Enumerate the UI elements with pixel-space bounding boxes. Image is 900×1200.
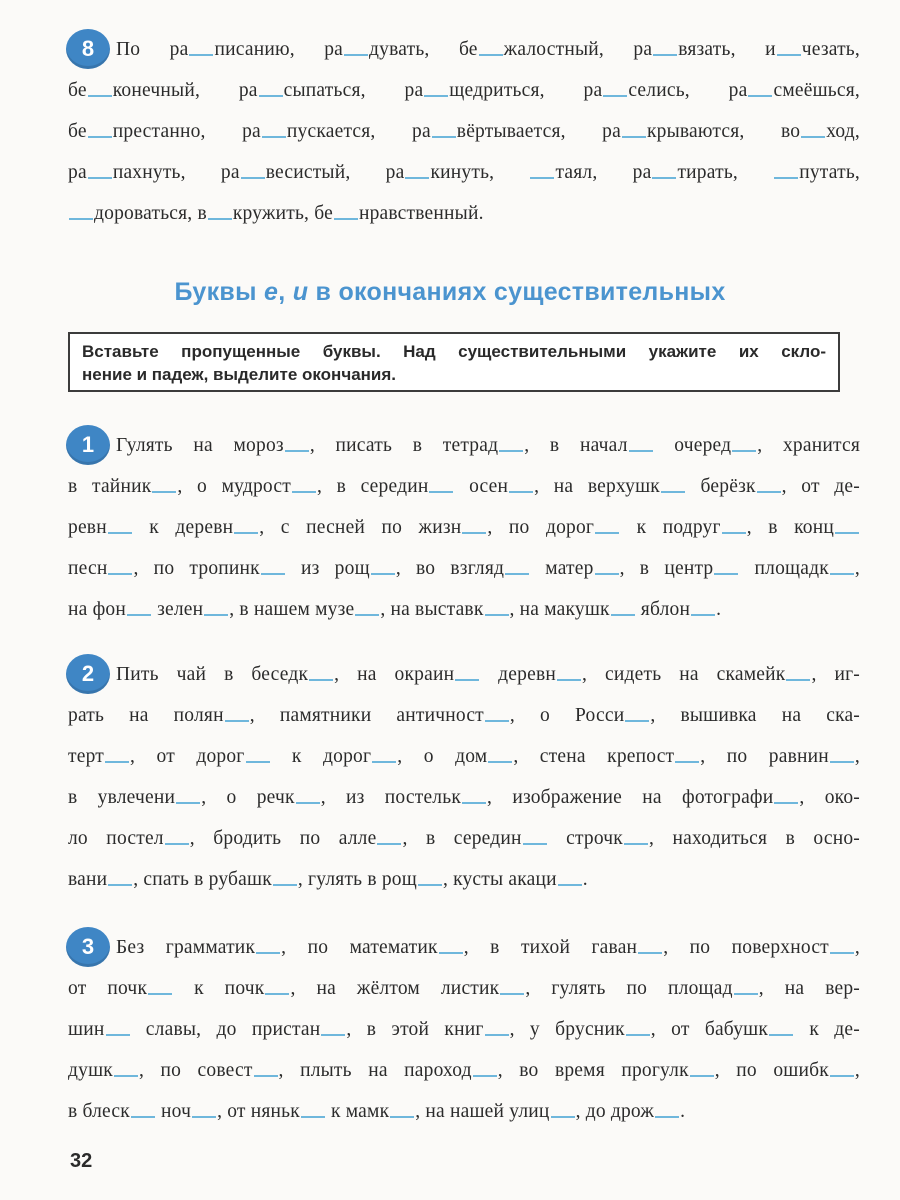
exercise-8: [68, 29, 860, 234]
blank-gap[interactable]: [500, 993, 524, 995]
blank-gap[interactable]: [690, 1075, 714, 1077]
exercise-line: от почк к почк , на жёлтом листик , гулять по площад , на вер-: [68, 978, 860, 999]
blank-gap[interactable]: [748, 95, 772, 97]
blank-gap[interactable]: [757, 491, 781, 493]
blank-gap[interactable]: [285, 450, 309, 452]
blank-gap[interactable]: [655, 1116, 679, 1118]
blank-gap[interactable]: [321, 1034, 345, 1036]
exercise-line: терт , от дорог к дорог , о дом , стена крепост , по равнин ,: [68, 746, 860, 767]
exercise-line: в блеск ноч , от няньк к мамк , на нашей улиц , до дрож .: [68, 1101, 686, 1122]
exercise-line: в увлечени , о речк , из постельк , изображение на фотографи , око-: [68, 787, 860, 808]
title-letter-i: и: [292, 278, 309, 306]
exercise-line: ло постел , бродить по алле , в середин строчк , находиться в осно-: [68, 828, 860, 849]
blank-gap[interactable]: [273, 884, 297, 886]
blank-gap[interactable]: [108, 573, 132, 575]
blank-gap[interactable]: [405, 177, 429, 179]
blank-gap[interactable]: [485, 720, 509, 722]
exercise-line: вани , спать в рубашк , гулять в рощ , кусты акаци .: [68, 869, 588, 890]
exercise-number-badge: 1: [66, 425, 110, 465]
blank-gap[interactable]: [732, 450, 756, 452]
exercise-line: в тайник , о мудрост , в середин осен , на верхушк берёзк , от де-: [68, 476, 860, 497]
blank-gap[interactable]: [638, 952, 662, 954]
blank-gap[interactable]: [774, 802, 798, 804]
blank-gap[interactable]: [625, 720, 649, 722]
blank-gap[interactable]: [108, 532, 132, 534]
blank-gap[interactable]: [714, 573, 738, 575]
blank-gap[interactable]: [165, 843, 189, 845]
blank-gap[interactable]: [462, 532, 486, 534]
blank-gap[interactable]: [595, 532, 619, 534]
blank-gap[interactable]: [603, 95, 627, 97]
blank-gap[interactable]: [344, 54, 368, 56]
blank-gap[interactable]: [204, 614, 228, 616]
exercise-line: шин славы, до пристан , в этой книг , у брусник , от бабушк к де-: [68, 1019, 860, 1040]
blank-gap[interactable]: [88, 177, 112, 179]
blank-gap[interactable]: [390, 1116, 414, 1118]
blank-gap[interactable]: [148, 993, 172, 995]
section-title: Буквы е, и в окончаниях существительных: [174, 278, 726, 306]
blank-gap[interactable]: [418, 884, 442, 886]
blank-gap[interactable]: [595, 573, 619, 575]
exercise-line: ревн к деревн , с песней по жизн , по дорог к подруг , в конц: [68, 507, 860, 548]
blank-gap[interactable]: [653, 54, 677, 56]
blank-gap[interactable]: [106, 1034, 130, 1036]
exercise-number-badge: 8: [66, 29, 110, 69]
blank-gap[interactable]: [246, 761, 270, 763]
exercise-line: песн , по тропинк из рощ , во взгляд матер , в центр площадк ,: [68, 558, 860, 579]
blank-gap[interactable]: [835, 532, 859, 534]
blank-gap[interactable]: [611, 614, 635, 616]
blank-gap[interactable]: [192, 1116, 216, 1118]
blank-gap[interactable]: [256, 952, 280, 954]
exercise-line: По ра писанию, ра дувать, бе жалостный, ра вязать, и чезать,: [116, 39, 860, 60]
blank-gap[interactable]: [485, 614, 509, 616]
blank-gap[interactable]: [265, 993, 289, 995]
blank-gap[interactable]: [557, 679, 581, 681]
blank-gap[interactable]: [722, 532, 746, 534]
exercise-3: [68, 927, 860, 1132]
blank-gap[interactable]: [629, 450, 653, 452]
blank-gap[interactable]: [801, 136, 825, 138]
blank-gap[interactable]: [830, 761, 854, 763]
blank-gap[interactable]: [432, 136, 456, 138]
blank-gap[interactable]: [334, 218, 358, 220]
blank-gap[interactable]: [127, 614, 151, 616]
blank-gap[interactable]: [234, 532, 258, 534]
blank-gap[interactable]: [108, 884, 132, 886]
blank-gap[interactable]: [830, 573, 854, 575]
blank-gap[interactable]: [69, 218, 93, 220]
blank-gap[interactable]: [262, 136, 286, 138]
blank-gap[interactable]: [241, 177, 265, 179]
blank-gap[interactable]: [105, 761, 129, 763]
title-letter-e: е: [264, 278, 279, 306]
blank-gap[interactable]: [479, 54, 503, 56]
exercise-number-badge: 2: [66, 654, 110, 694]
blank-gap[interactable]: [777, 54, 801, 56]
blank-gap[interactable]: [830, 1075, 854, 1077]
task-line: нение и падеж, выделите окончания.: [82, 365, 397, 384]
exercise-line: бе престанно, ра пускается, ра вёртывается, ра крываются, во ход,: [68, 121, 860, 142]
blank-gap[interactable]: [261, 573, 285, 575]
blank-gap[interactable]: [176, 802, 200, 804]
blank-gap[interactable]: [371, 573, 395, 575]
task-line: Вставьте пропущенные буквы. Над существительными укажите их скло-: [82, 342, 826, 361]
blank-gap[interactable]: [296, 802, 320, 804]
blank-gap[interactable]: [499, 450, 523, 452]
blank-gap[interactable]: [88, 95, 112, 97]
blank-gap[interactable]: [439, 952, 463, 954]
page-number: 32: [70, 1150, 93, 1172]
blank-gap[interactable]: [626, 1034, 650, 1036]
blank-gap[interactable]: [292, 491, 316, 493]
blank-gap[interactable]: [424, 95, 448, 97]
exercise-line: рать на полян , памятники античност , о Росси , вышивка на ска-: [68, 705, 860, 726]
blank-gap[interactable]: [355, 614, 379, 616]
blank-gap[interactable]: [485, 1034, 509, 1036]
blank-gap[interactable]: [131, 1116, 155, 1118]
blank-gap[interactable]: [786, 679, 810, 681]
blank-gap[interactable]: [429, 491, 453, 493]
exercise-line: дороваться, в кружить, бе нравственный.: [68, 193, 860, 234]
blank-gap[interactable]: [462, 802, 486, 804]
blank-gap[interactable]: [661, 491, 685, 493]
exercise-number-badge: 3: [66, 927, 110, 967]
blank-gap[interactable]: [88, 136, 112, 138]
blank-gap[interactable]: [372, 761, 396, 763]
blank-gap[interactable]: [189, 54, 213, 56]
blank-gap[interactable]: [691, 614, 715, 616]
exercise-1: [68, 425, 860, 630]
blank-gap[interactable]: [152, 491, 176, 493]
blank-gap[interactable]: [455, 679, 479, 681]
blank-gap[interactable]: [622, 136, 646, 138]
blank-gap[interactable]: [488, 761, 512, 763]
blank-gap[interactable]: [254, 1075, 278, 1077]
exercise-line: ра пахнуть, ра весистый, ра кинуть, таял, ра тирать, путать,: [68, 162, 860, 183]
blank-gap[interactable]: [675, 761, 699, 763]
blank-gap[interactable]: [377, 843, 401, 845]
exercise-line: Без грамматик , по математик , в тихой гаван , по поверхност ,: [116, 937, 860, 958]
exercise-line: душк , по совест , плыть на пароход , во время прогулк , по ошибк ,: [68, 1060, 860, 1081]
blank-gap[interactable]: [505, 573, 529, 575]
exercise-line: Пить чай в беседк , на окраин деревн , сидеть на скамейк , иг-: [116, 664, 860, 685]
blank-gap[interactable]: [734, 993, 758, 995]
blank-gap[interactable]: [259, 95, 283, 97]
blank-gap[interactable]: [301, 1116, 325, 1118]
blank-gap[interactable]: [830, 952, 854, 954]
blank-gap[interactable]: [225, 720, 249, 722]
blank-gap[interactable]: [208, 218, 232, 220]
exercise-line: бе конечный, ра сыпаться, ра щедриться, ра селись, ра смеёшься,: [68, 80, 860, 101]
blank-gap[interactable]: [551, 1116, 575, 1118]
task-instruction-box: [68, 332, 840, 392]
blank-gap[interactable]: [523, 843, 547, 845]
blank-gap[interactable]: [473, 1075, 497, 1077]
blank-gap[interactable]: [114, 1075, 138, 1077]
blank-gap[interactable]: [509, 491, 533, 493]
exercise-2: [68, 654, 860, 900]
blank-gap[interactable]: [530, 177, 554, 179]
blank-gap[interactable]: [558, 884, 582, 886]
blank-gap[interactable]: [309, 679, 333, 681]
blank-gap[interactable]: [774, 177, 798, 179]
exercise-line: на фон зелен , в нашем музе , на выставк , на макушк яблон .: [68, 599, 722, 620]
exercise-line: Гулять на мороз , писать в тетрад , в начал очеред , хранится: [116, 435, 860, 456]
blank-gap[interactable]: [624, 843, 648, 845]
blank-gap[interactable]: [769, 1034, 793, 1036]
blank-gap[interactable]: [652, 177, 676, 179]
